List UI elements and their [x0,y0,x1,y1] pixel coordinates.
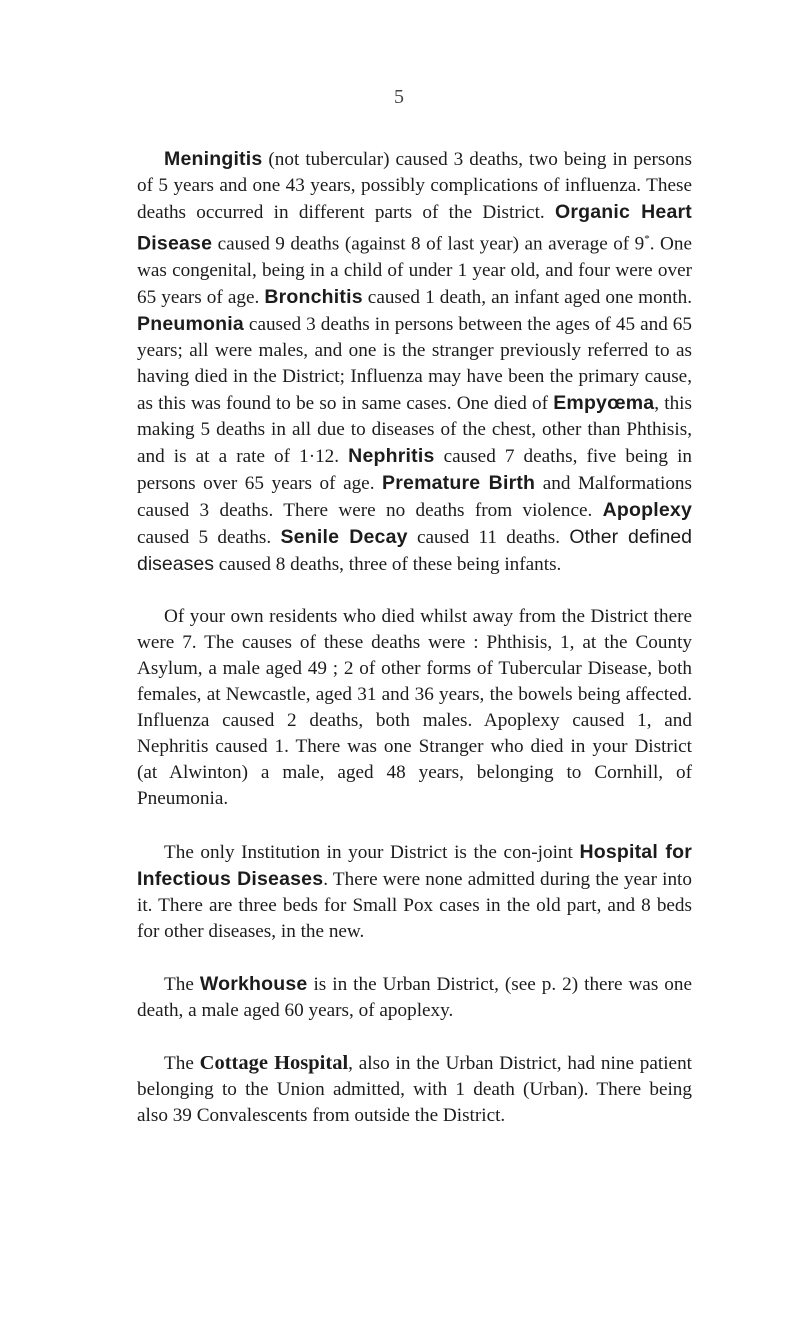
text-segment: is in the Urban District, (see p. 2) there was one death, a male aged 60 years, of apoplexy. [137,973,692,1021]
text-segment: caused 3 deaths in persons between the ages of 45 and 65 years; all were males, and one is the stranger previously referred to as having died in the District; Influenza may have been the primary cause, as this was found to be so in same cases. One died of [137,313,692,414]
document-body [137,146,692,1129]
paragraph-causes-of-death [137,146,692,578]
heading-senile-decay: Senile Decay [280,526,408,549]
text-segment: caused 8 deaths, three of these being infants. [213,554,562,576]
text-segment: caused 7 deaths, five being in persons over 65 years of age. [137,445,693,494]
text-segment: , also in the Urban District, had nine patient belonging to the Union admitted, with 1 death (Urban). There being also 39 Convalescents from outside the District. [137,1052,692,1126]
text-segment: . One was congenital, being in a child of under 1 year old, and four were over 65 years of age. [137,233,692,308]
heading-organic-heart-disease: Organic Heart Disease [137,201,692,255]
heading-bronchitis: Bronchitis [264,285,363,308]
paragraph-workhouse [137,971,692,1024]
page-number: 5 [394,86,404,108]
heading-pneumonia: Pneumonia [137,312,244,335]
text-segment: and Malformations caused 3 deaths. There were no deaths from violence. [137,472,692,521]
heading-cottage-hospital: Cottage Hospital [199,1051,349,1074]
heading-apoplexy: Apoplexy [602,499,692,521]
heading-premature-birth: Premature Birth [382,471,536,494]
text-segment: caused 11 deaths. [407,527,570,549]
paragraph-cottage-hospital [137,1050,692,1129]
text-segment: caused 9 deaths (against 8 of last year) an average of 9 [212,233,645,255]
heading-workhouse: Workhouse [199,972,308,995]
heading-other-defined-diseases: Other defined diseases [137,526,692,576]
paragraph-residents-away: Of your own residents who died whilst away from the District there were 7. The causes of these deaths were : Phthisis, 1, at the County Asylum, a male aged 49 ; 2 of other forms of Tubercular Disease, both females, at Newcastle, aged 31 and 36 years, the bowels being affected. Influenza caused 2 deaths, both males. Apoplexy caused 1, and Nephritis caused 1. There was one Stranger who died in your District (at Alwinton) a male, aged 48 years, belonging to Cornhill, of Pneumonia. [137,606,692,810]
text-segment: . There were none admitted during the year into it. There are three beds for Small Pox cases in the old part, and 8 beds for other diseases, in the new. [137,868,692,942]
heading-nephritis: Nephritis [348,444,435,467]
text-segment: caused 5 deaths. [137,527,281,549]
text-segment: (not tubercular) caused 3 deaths, two being in persons of 5 years and one 43 years, possibly complications of influenza. These deaths occurred in different parts of the District. [137,149,692,224]
superscript-mark: * [644,233,650,246]
text-segment: The only Institution in your District is the con-joint [164,841,580,863]
paragraph-institution [137,839,692,945]
heading-hospital-infectious-diseases: Hospital for Infectious Diseases [137,840,692,890]
heading-empyema: Empyœma [553,391,655,414]
text-segment: The [164,973,200,995]
text-segment: , this making 5 deaths in all due to diseases of the chest, other than Phthisis, and is at a rate of 1·12. [137,392,692,467]
text-segment: The [164,1052,200,1074]
heading-meningitis: Meningitis [164,148,263,170]
text-segment: caused 1 death, an infant aged one month. [362,286,692,308]
